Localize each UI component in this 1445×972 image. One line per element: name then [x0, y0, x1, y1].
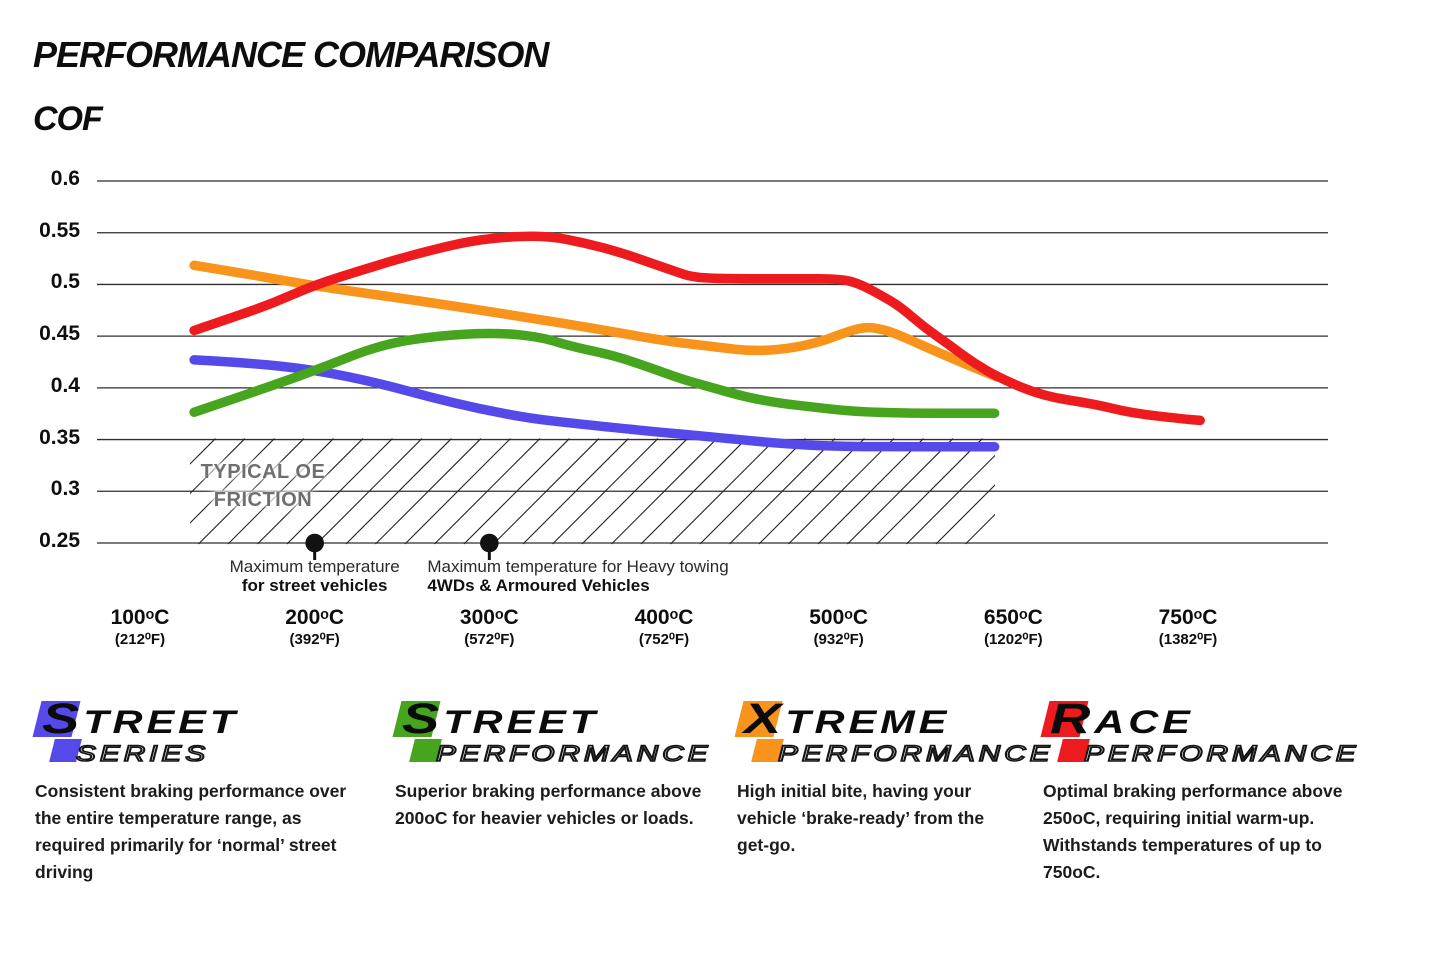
legend-xtreme-performance	[737, 695, 1054, 855]
x-tick-celsius: 300ᵒC	[459, 606, 519, 629]
x-tick-label-400	[574, 607, 754, 648]
x-tick-celsius: 750ᵒC	[1158, 606, 1218, 629]
marker-label-line2: 4WDs & Armoured Vehicles	[427, 575, 650, 595]
logo-street-series	[35, 695, 367, 776]
logo-word-first-letter: S	[42, 695, 84, 743]
logo-race-performance	[1043, 695, 1363, 776]
y-axis-title: COF	[33, 100, 102, 138]
x-tick-label-100	[50, 607, 230, 648]
marker-label-line1: Maximum temperature for Heavy towing	[427, 557, 729, 576]
legend-description: High initial bite, having your vehicle ‘brake-ready’ from the get-go.	[737, 781, 985, 855]
y-tick-label-0.5: 0.5	[50, 270, 80, 294]
legend-description: Consistent braking performance over the entire temperature range, as required primarily for ‘normal’ street driving	[35, 781, 347, 882]
y-tick-label-0.45: 0.45	[39, 322, 80, 346]
x-tick-fahrenheit: (932⁰F)	[813, 631, 864, 648]
x-tick-fahrenheit: (1382⁰F)	[1158, 631, 1218, 648]
x-tick-celsius: 500ᵒC	[809, 606, 869, 629]
legend-description: Superior braking performance above 200oC for heavier vehicles or loads.	[395, 781, 702, 828]
y-tick-label-0.25: 0.25	[39, 529, 80, 552]
oe-friction-label-line2: FRICTION	[213, 489, 313, 511]
x-tick-celsius: 400ᵒC	[634, 606, 694, 629]
series-line-race-performance	[194, 236, 1200, 420]
x-tick-celsius: 650ᵒC	[983, 606, 1043, 629]
x-tick-celsius: 200ᵒC	[285, 606, 345, 629]
logo-word: XTREME	[744, 695, 951, 743]
x-tick-fahrenheit: (572⁰F)	[464, 631, 515, 648]
x-tick-label-650	[923, 607, 1103, 648]
oe-friction-label-line1: TYPICAL OE	[200, 461, 326, 483]
x-tick-fahrenheit: (752⁰F)	[638, 631, 690, 648]
logo-word-first-letter: S	[402, 695, 444, 743]
y-tick-label-0.6: 0.6	[50, 167, 80, 190]
logo-subword: SERIES	[76, 741, 210, 766]
logo-subword: PERFORMANCE	[436, 741, 712, 766]
y-tick-label-0.4: 0.4	[50, 373, 80, 397]
logo-subword: PERFORMANCE	[778, 741, 1054, 766]
logo-word: RACE	[1050, 695, 1194, 743]
legend-street-performance	[395, 695, 725, 828]
oe-friction-label	[163, 458, 363, 514]
logo-word: STREET	[402, 695, 600, 743]
x-tick-label-500	[749, 607, 929, 648]
page-title: PERFORMANCE COMPARISON	[33, 34, 549, 75]
logo-word-first-letter: X	[744, 695, 786, 743]
x-tick-fahrenheit: (1202⁰F)	[984, 631, 1043, 648]
x-tick-fahrenheit: (212⁰F)	[114, 631, 166, 648]
legend-race-performance	[1043, 695, 1363, 882]
x-tick-celsius: 100ᵒC	[110, 606, 170, 629]
logo-word-first-letter: R	[1050, 695, 1095, 743]
marker-label-line2: for street vehicles	[241, 575, 388, 595]
y-tick-label-0.3: 0.3	[50, 477, 80, 501]
x-tick-label-200	[225, 607, 405, 648]
marker-label-1	[200, 558, 430, 595]
x-tick-label-750	[1098, 607, 1278, 648]
marker-label-line1: Maximum temperature	[229, 557, 400, 576]
marker-label-2	[427, 558, 737, 595]
series-line-street-performance	[194, 333, 995, 413]
y-tick-label-0.55: 0.55	[39, 218, 80, 242]
x-tick-label-300	[399, 607, 579, 648]
logo-street-performance	[395, 695, 725, 776]
logo-word: STREET	[42, 695, 240, 743]
legend-street-series	[35, 695, 367, 882]
legend-description: Optimal braking performance above 250oC, requiring initial warm-up. Withstands temperatures of up to 750oC.	[1043, 781, 1343, 882]
x-tick-fahrenheit: (392⁰F)	[289, 631, 340, 648]
logo-xtreme-performance	[737, 695, 1054, 776]
y-tick-label-0.35: 0.35	[39, 425, 80, 449]
marker-dot-2	[480, 534, 499, 553]
logo-subword: PERFORMANCE	[1084, 741, 1360, 766]
marker-dot-1	[305, 534, 324, 553]
